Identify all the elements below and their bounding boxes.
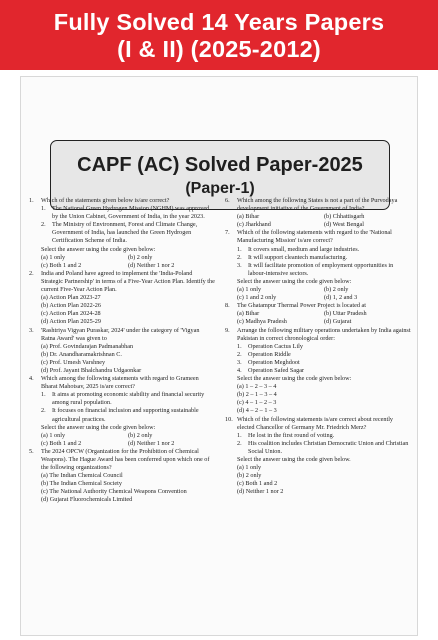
statement-item <box>237 246 411 254</box>
answer-option: (c) Action Plan 2024-28 <box>41 310 101 318</box>
answer-option: (a) 1 only <box>237 286 262 294</box>
statement-text: The National Green Hydrogen Mission (NGHM) was approved by the Union Cabinet, Government of India, in the year 2023. <box>52 205 210 221</box>
question-item <box>29 327 215 376</box>
question-number: 7. <box>225 229 230 237</box>
answer-option: (a) Action Plan 2023-27 <box>41 294 101 302</box>
statement-item <box>237 254 411 262</box>
statement-number: 1. <box>237 431 242 439</box>
question-number: 4. <box>29 375 34 383</box>
answer-option: (c) The National Authority Chemical Weapons Convention <box>41 488 187 496</box>
statement-text: His coalition includes Christian Democratic Union and Christian Social Union. <box>248 439 409 455</box>
select-instruction: Select the answer using the code given below: <box>41 245 156 253</box>
paper-title: CAPF (AC) Solved Paper-2025 <box>77 154 363 176</box>
question-text: India and Poland have agreed to implement the 'India-Poland Strategic Partnership' in terms of a Five-Year Action Plan. Identify the current Five-Year Action Plan. <box>41 269 215 294</box>
document-page <box>20 76 418 636</box>
statement-number: 3. <box>237 358 242 366</box>
question-text: Arrange the following military operations undertaken by India against Pakistan in correct chronological order: <box>237 326 411 342</box>
header-banner <box>0 0 438 70</box>
select-instruction: Select the answer using the code given below: <box>41 423 156 431</box>
question-text: Which of the following statements with regard to the 'National Manufacturing Mission' is/are correct? <box>237 229 392 245</box>
select-instruction: Select the answer using the code given below. <box>237 456 351 463</box>
answer-option: (d) Prof. Jayant Bhalchandra Udgaonkar <box>41 366 142 374</box>
question-text: The 2024 OPCW (Organization for the Prohibition of Chemical Weapons). The Hague Award has been conferred upon which one of the following organizations? <box>41 447 210 472</box>
left-column <box>29 197 215 505</box>
select-instruction: Select the answer using the code given below: <box>237 375 352 383</box>
question-number: 10. <box>225 415 233 423</box>
answer-option: (a) Bihar <box>237 310 260 318</box>
statement-item <box>237 432 411 440</box>
statement-text: The Ministry of Environment, Forest and Climate Change, Government of India, has launched the Green Hydrogen Certification Scheme of India. <box>52 221 198 245</box>
statement-item <box>237 440 411 456</box>
answer-option: (a) 1 only <box>237 464 262 472</box>
answer-option: (c) Prof. Umesh Varshney <box>41 358 106 366</box>
statement-item <box>41 407 215 423</box>
statement-item <box>237 351 411 359</box>
question-text: The Ghatampur Thermal Power Project is located at <box>237 302 366 310</box>
answer-option: (a) 1 only <box>41 431 66 439</box>
question-number: 9. <box>225 326 230 334</box>
statement-text: Operation Riddle <box>248 350 291 358</box>
statement-number: 4. <box>237 366 242 374</box>
answer-option: (b) Action Plan 2022-26 <box>41 302 101 310</box>
question-item <box>225 327 411 416</box>
statement-item <box>41 221 215 245</box>
answer-option: (b) The Indian Chemical Society <box>41 480 122 488</box>
option-row <box>41 432 215 440</box>
answer-option: (c) Both 1 and 2 <box>41 261 82 269</box>
answer-option: (a) Bihar <box>237 213 260 221</box>
statement-item <box>237 343 411 351</box>
question-text: 'Rashtriya Vigyan Puraskar, 2024' under the category of 'Vigyan Ratna Award' was given to <box>41 326 200 342</box>
statement-number: 2. <box>41 407 46 415</box>
statement-text: It covers small, medium and large industries. <box>248 245 360 253</box>
answer-option: (b) 2 – 1 – 3 – 4 <box>237 391 277 399</box>
statement-item <box>237 367 411 375</box>
option-row <box>237 221 411 229</box>
statement-number: 2. <box>237 253 242 261</box>
question-item <box>29 197 215 270</box>
answer-option: (c) Madhya Pradesh <box>237 318 287 326</box>
question-text: Which of the following statements is/are correct about recently elected Chancellor of Germany Mr. Friedrich Merz? <box>237 415 394 431</box>
question-item <box>29 270 215 327</box>
statement-text: It aims at promoting economic stability and financial security among rural population. <box>52 391 205 407</box>
answer-option: (d) Neither 1 nor 2 <box>237 488 284 496</box>
option-row <box>237 213 411 221</box>
statement-number: 1. <box>41 391 46 399</box>
answer-option: (b) 2 only <box>128 253 153 261</box>
answer-option: (c) 4 – 1 – 2 – 3 <box>237 399 277 407</box>
statement-text: He lost in the first round of voting. <box>248 431 335 439</box>
statement-item <box>237 262 411 278</box>
answer-option: (b) 2 only <box>237 472 262 480</box>
answer-option: (b) Uttar Pradesh <box>324 310 367 318</box>
option-row <box>41 262 215 270</box>
statement-number: 2. <box>41 221 46 229</box>
statement-text: Operation Safed Sagar <box>248 366 305 374</box>
question-number: 2. <box>29 269 34 277</box>
answer-option: (d) 4 – 2 – 1 – 3 <box>237 407 277 415</box>
statement-text: It will support cleantech manufacturing. <box>248 253 348 261</box>
select-instruction: Select the answer using the code given below: <box>237 277 352 285</box>
answer-option: (a) The Indian Chemical Council <box>41 472 123 480</box>
question-text: Which among the following statements with regard to Grameen Bharat Mahotsav, 2025 is/are correct? <box>41 375 199 391</box>
statement-number: 1. <box>237 245 242 253</box>
answer-option: (b) Dr. Anandharamakrishnan C. <box>41 350 122 358</box>
statement-item <box>41 391 215 407</box>
paper-subtitle: (Paper-1) <box>185 180 255 197</box>
answer-option: (b) 2 only <box>324 286 349 294</box>
answer-option: (b) Chhattisgarh <box>324 213 365 221</box>
answer-option: (d) Action Plan 2025-29 <box>41 318 101 326</box>
question-text: Which among the following States is not a part of the Purvodaya development initiative of the Government of India? <box>237 197 398 213</box>
statement-number: 1. <box>41 205 46 213</box>
question-number: 8. <box>225 302 230 310</box>
option-row <box>237 286 411 294</box>
right-column <box>225 197 411 496</box>
option-row <box>237 318 411 326</box>
statement-number: 1. <box>237 342 242 350</box>
question-item <box>29 375 215 448</box>
answer-option: (c) 1 and 2 only <box>237 294 277 302</box>
option-row <box>237 294 411 302</box>
banner-line-2: (I & II) (2025-2012) <box>117 36 321 62</box>
answer-option: (d) Neither 1 nor 2 <box>128 261 175 269</box>
option-row <box>237 310 411 318</box>
question-number: 1. <box>29 197 34 204</box>
question-item <box>225 229 411 302</box>
answer-option: (d) Neither 1 nor 2 <box>128 439 175 447</box>
banner-line-1: Fully Solved 14 Years Papers <box>53 9 385 35</box>
statement-number: 3. <box>237 261 242 269</box>
option-row <box>41 254 215 262</box>
answer-option: (d) Gujarat Fluorochemicals Limited <box>41 496 133 504</box>
statement-text: It focuses on financial inclusion and supporting sustainable agricultural practices. <box>52 407 199 423</box>
option-row <box>41 440 215 448</box>
question-number: 6. <box>225 197 230 204</box>
question-text: Which of the statements given below is/are correct? <box>41 197 170 204</box>
answer-option: (b) 2 only <box>128 431 153 439</box>
question-item <box>225 197 411 229</box>
answer-option: (a) 1 – 2 – 3 – 4 <box>237 383 277 391</box>
statement-text: It will facilitate promotion of employment opportunities in labour-intensive sectors. <box>248 261 394 277</box>
statement-item <box>41 205 215 221</box>
answer-option: (c) Both 1 and 2 <box>237 480 278 488</box>
answer-option: (c) Both 1 and 2 <box>41 439 82 447</box>
statement-text: Operation Meghdoot <box>248 358 300 366</box>
statement-text: Operation Cactus Lily <box>248 342 303 350</box>
question-number: 5. <box>29 447 34 455</box>
statement-number: 2. <box>237 350 242 358</box>
question-item <box>225 302 411 326</box>
question-item <box>29 448 215 505</box>
question-number: 3. <box>29 326 34 334</box>
answer-option: (d) Gujarat <box>324 318 352 326</box>
answer-option: (d) 1, 2 and 3 <box>324 294 358 302</box>
statement-item <box>237 359 411 367</box>
answer-option: (a) 1 only <box>41 253 66 261</box>
answer-option: (d) West Bengal <box>324 221 364 229</box>
statement-number: 2. <box>237 439 242 447</box>
question-item <box>225 416 411 497</box>
answer-option: (a) Prof. Govindarajan Padmanabhan <box>41 342 134 350</box>
answer-option: (c) Jharkhand <box>237 221 271 229</box>
